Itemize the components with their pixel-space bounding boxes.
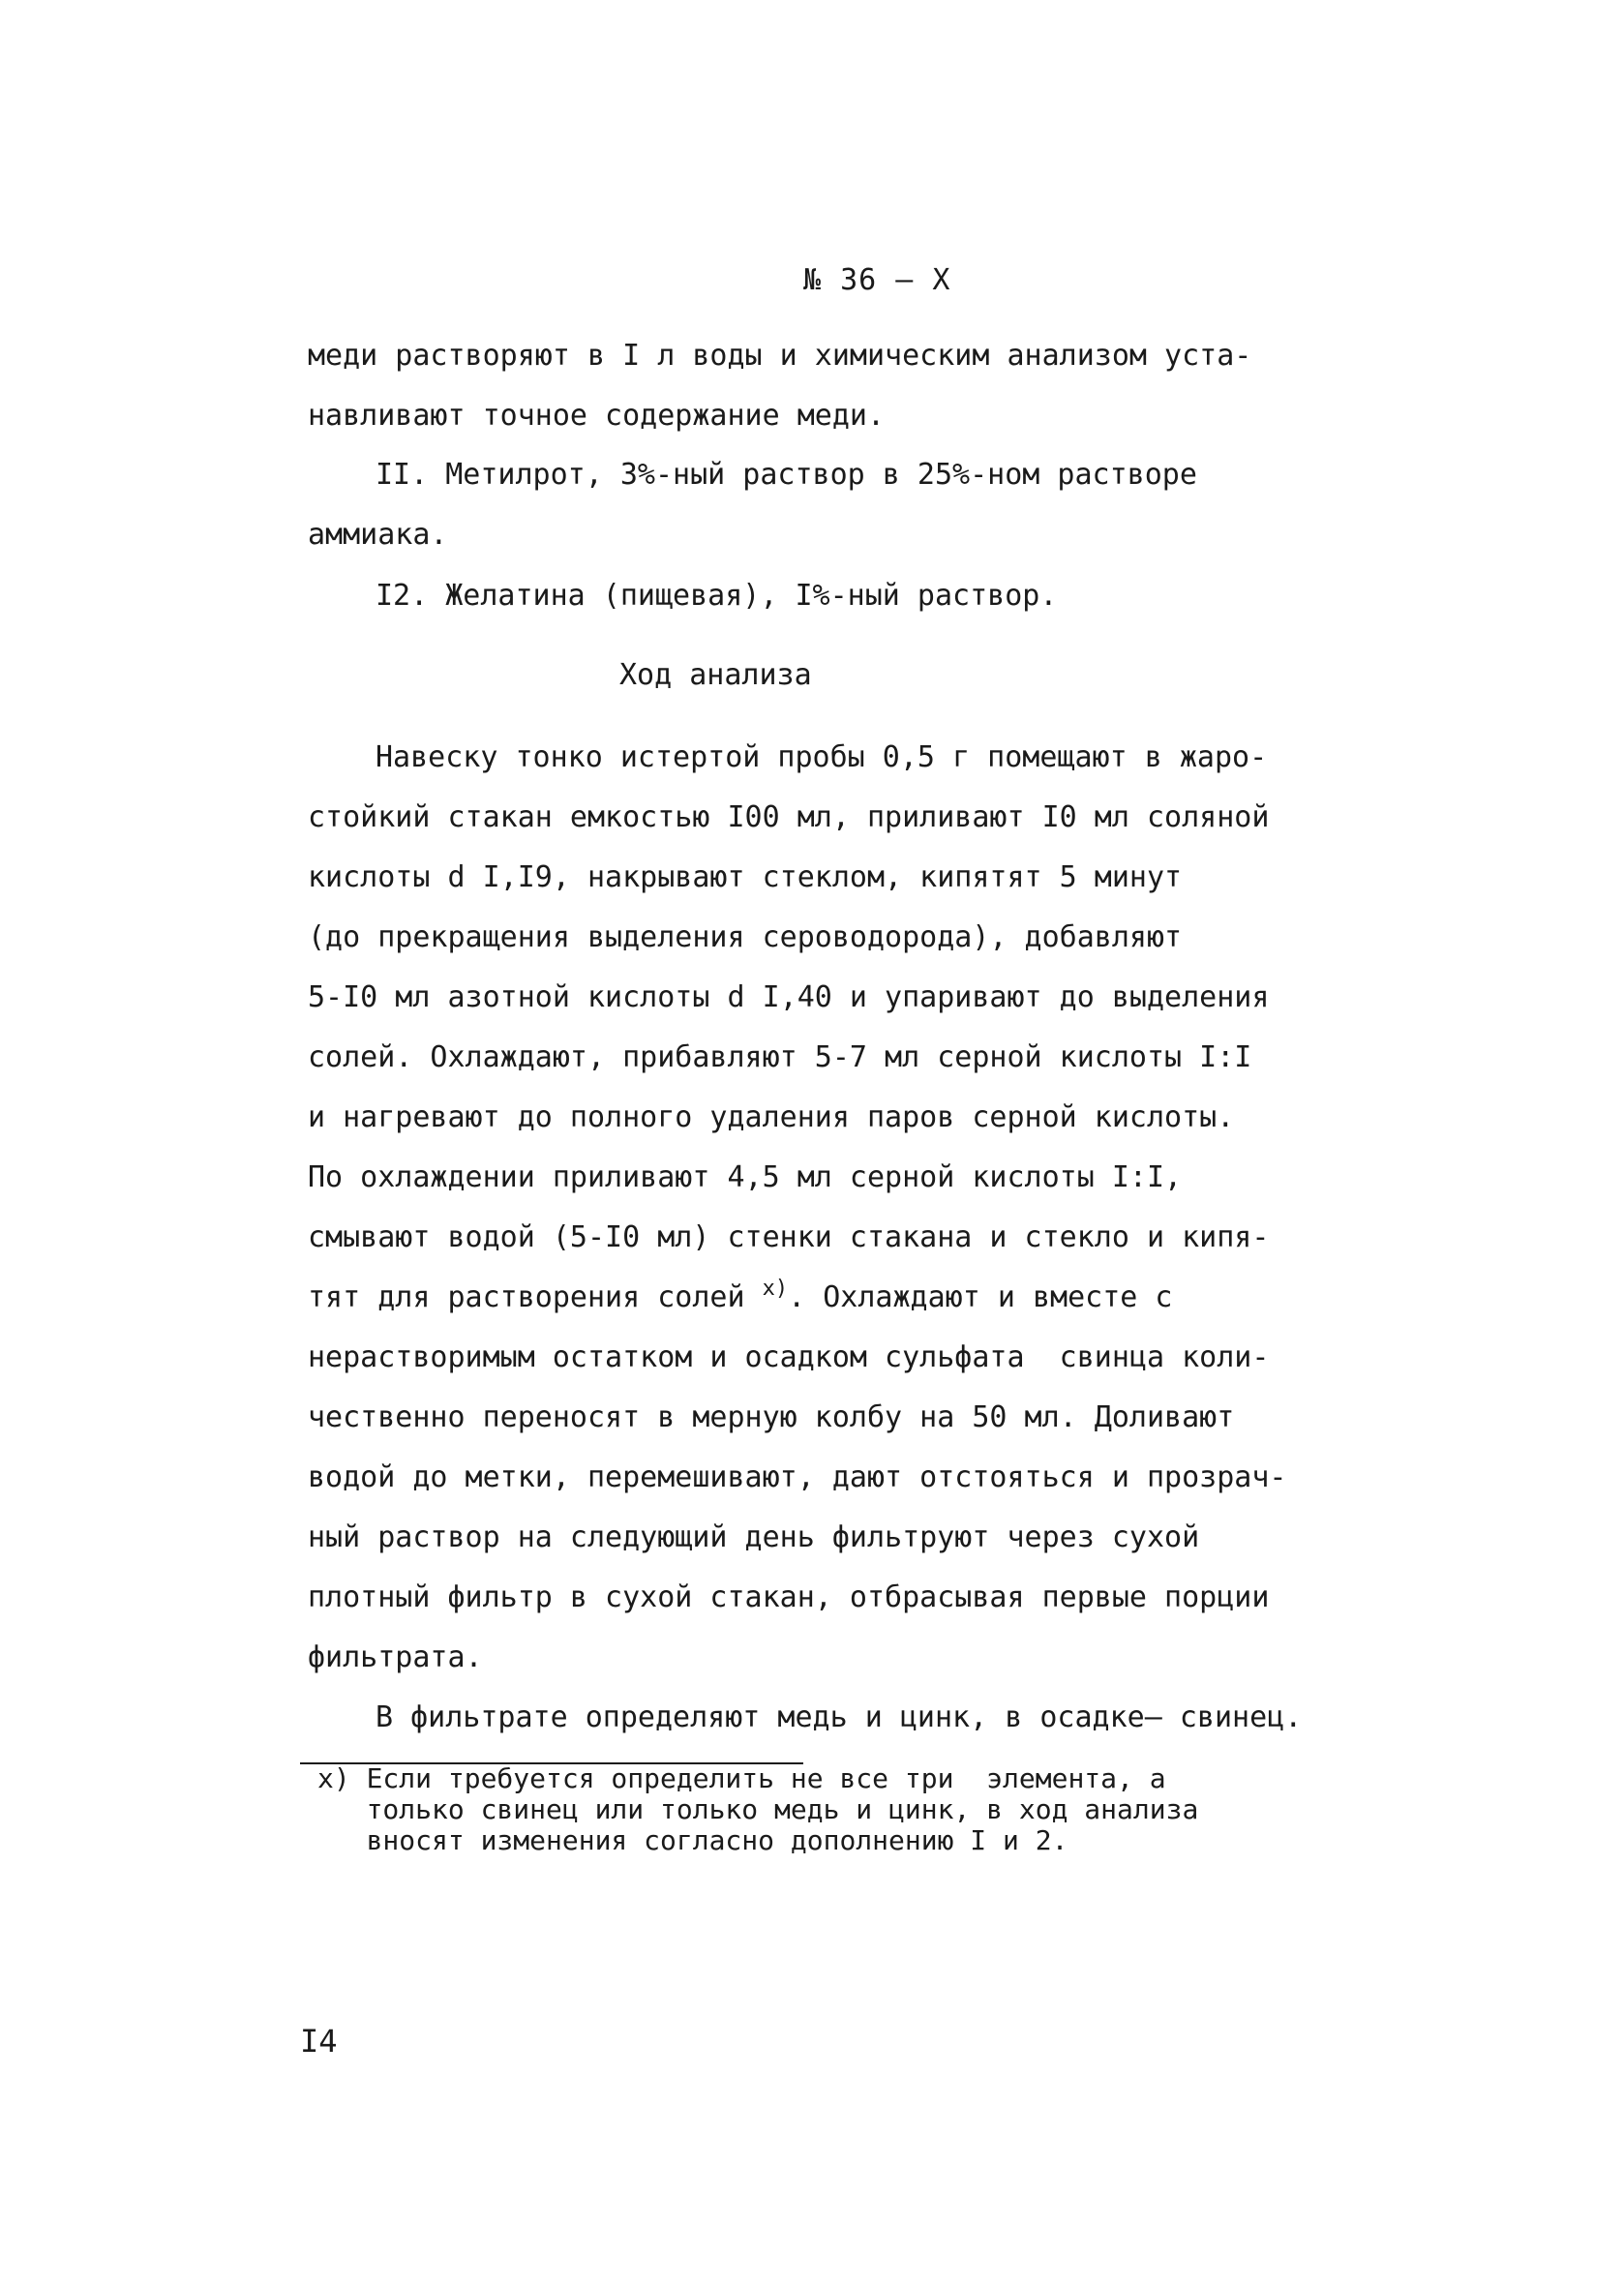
text-line: плотный фильтр в сухой стакан, отбрасывая первые порции — [308, 1580, 1270, 1614]
procedure-paragraph — [308, 728, 1372, 1748]
reagent-line: аммиака. — [308, 518, 448, 552]
text-line: чественно переносят в мерную колбу на 50 мл. Доливают — [308, 1400, 1235, 1434]
page-number: I4 — [300, 2023, 338, 2060]
reagent-11 — [308, 445, 1372, 565]
text-line: ный раствор на следующий день фильтруют через сухой — [308, 1520, 1200, 1554]
text-fragment: . Охлаждают и вместе с — [788, 1280, 1173, 1314]
text-line: и нагревают до полного удаления паров серной кислоты. — [308, 1100, 1235, 1134]
reagent-12 — [308, 566, 1372, 626]
text-fragment: тят для растворения солей — [308, 1280, 763, 1314]
footnote — [317, 1763, 1382, 1856]
section-title: Ход анализа — [619, 658, 812, 692]
text-line: (до прекращения выделения сероводорода), добавляют — [308, 920, 1183, 954]
document-number-header: № 36 – X — [803, 263, 951, 297]
text-line: солей. Охлаждают, прибавляют 5-7 мл серной кислоты I:I — [308, 1040, 1252, 1074]
footnote-line: x) Если требуется определить не все три элемента, а — [317, 1762, 1166, 1794]
text-line: Навеску тонко истертой пробы 0,5 г помещают в жаро- — [376, 740, 1268, 774]
footnote-line: только свинец или только медь и цинк, в ход анализа — [317, 1793, 1199, 1825]
text-line: фильтрата. — [308, 1640, 483, 1674]
text-line: стойкий стакан емкостью I00 мл, приливают I0 мл соляной — [308, 800, 1270, 834]
text-line: меди растворяют в I л воды и химическим анализом уста- — [308, 339, 1252, 373]
text-line: кислоты d I,I9, накрывают стеклом, кипятят 5 минут — [308, 860, 1183, 894]
text-line: нерастворимым остатком и осадком сульфата свинца коли- — [308, 1340, 1270, 1374]
reagent-line: I2. Желатина (пищевая), I%-ный раствор. — [376, 579, 1058, 613]
text-line: 5-I0 мл азотной кислоты d I,40 и упаривают до выделения — [308, 980, 1270, 1014]
text-line-with-footnote — [308, 1268, 1372, 1328]
text-line: навливают точное содержание меди. — [308, 399, 886, 433]
text-line: водой до метки, перемешивают, дают отстояться и прозрач- — [308, 1460, 1287, 1494]
final-paragraph: В фильтрате определяют медь и цинк, в осадке– свинец. — [376, 1700, 1303, 1734]
text-line: По охлаждении приливают 4,5 мл серной кислоты I:I, — [308, 1160, 1183, 1194]
intro-paragraph — [308, 326, 1372, 446]
reagent-line: II. Метилрот, 3%-ный раствор в 25%-ном растворе — [376, 458, 1197, 492]
footnote-marker: x) — [762, 1277, 789, 1301]
text-line: смывают водой (5-I0 мл) стенки стакана и стекло и кипя- — [308, 1220, 1270, 1254]
footnote-line: вносят изменения согласно дополнению I и 2. — [317, 1824, 1068, 1856]
